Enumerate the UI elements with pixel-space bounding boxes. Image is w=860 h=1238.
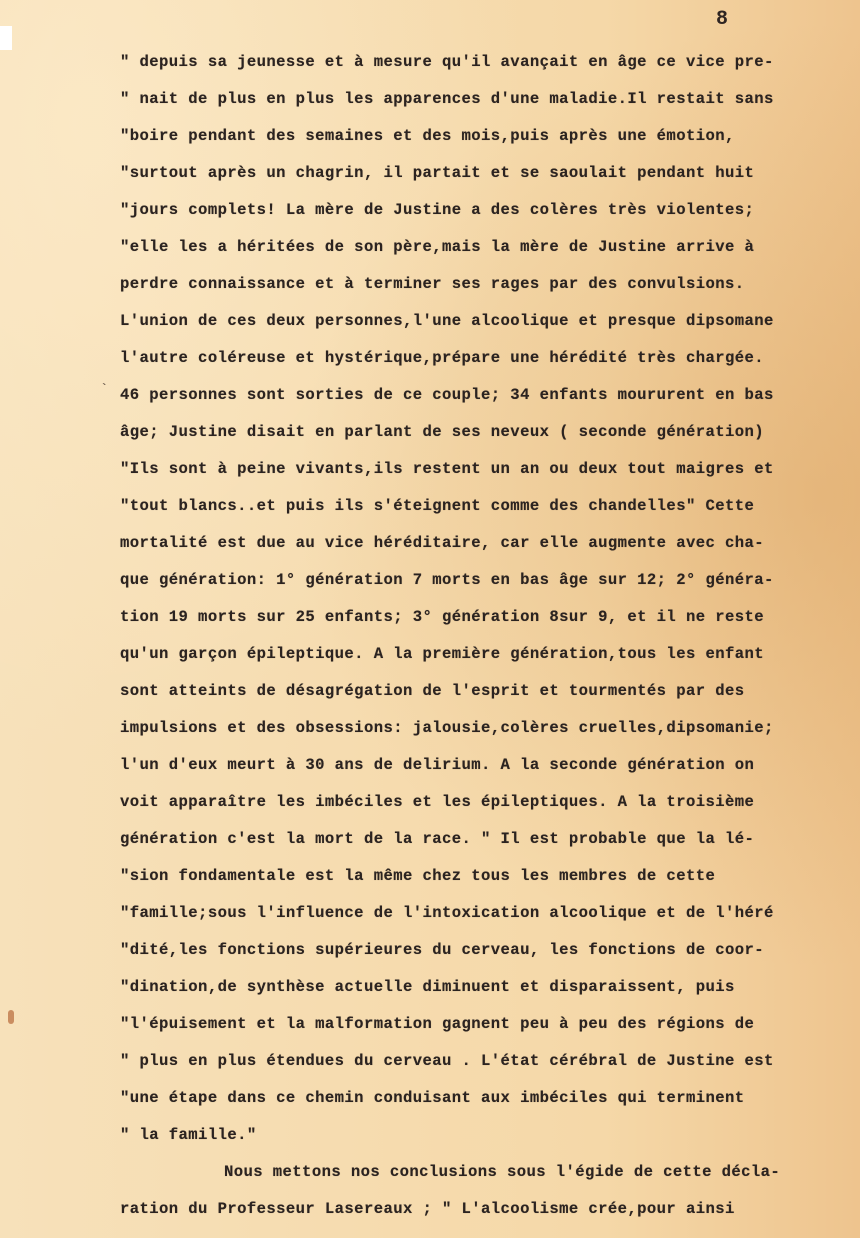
text-line: "sion fondamentale est la même chez tous les membres de cette xyxy=(120,867,716,885)
text-line: impulsions et des obsessions: jalousie,colères cruelles,dipsomanie; xyxy=(120,719,774,737)
text-line: "l'épuisement et la malformation gagnent peu à peu des régions de xyxy=(120,1015,755,1033)
text-line: L'union de ces deux personnes,l'une alcoolique et presque dipsomane xyxy=(120,312,774,330)
text-line: "tout blancs..et puis ils s'éteignent comme des chandelles" Cette xyxy=(120,497,755,515)
text-line: "Ils sont à peine vivants,ils restent un an ou deux tout maigres et xyxy=(120,460,774,478)
text-line: tion 19 morts sur 25 enfants; 3° génération 8sur 9, et il ne reste xyxy=(120,608,765,626)
text-line: "dité,les fonctions supérieures du cerveau, les fonctions de coor- xyxy=(120,941,765,959)
text-line: " plus en plus étendues du cerveau . L'état cérébral de Justine est xyxy=(120,1052,774,1070)
text-line: âge; Justine disait en parlant de ses neveux ( seconde génération) xyxy=(120,423,765,441)
text-line: " la famille." xyxy=(120,1126,257,1144)
text-line: " nait de plus en plus les apparences d'une maladie.Il restait sans xyxy=(120,90,774,108)
text-line: "famille;sous l'influence de l'intoxication alcoolique et de l'héré xyxy=(120,904,774,922)
text-line: sont atteints de désagrégation de l'esprit et tourmentés par des xyxy=(120,682,745,700)
text-line: voit apparaître les imbéciles et les épileptiques. A la troisième xyxy=(120,793,755,811)
text-line: perdre connaissance et à terminer ses rages par des convulsions. xyxy=(120,275,745,293)
text-line: "surtout après un chagrin, il partait et se saoulait pendant huit xyxy=(120,164,755,182)
text-line: ration du Professeur Lasereaux ; " L'alcoolisme crée,pour ainsi xyxy=(120,1200,735,1218)
text-line: " depuis sa jeunesse et à mesure qu'il avançait en âge ce vice pre- xyxy=(120,53,774,71)
text-line: l'autre coléreuse et hystérique,prépare une hérédité très chargée. xyxy=(120,349,765,367)
page-number: 8 xyxy=(716,8,730,31)
text-line: "jours complets! La mère de Justine a des colères très violentes; xyxy=(120,201,755,219)
scan-edge-mark xyxy=(0,26,12,50)
text-line: qu'un garçon épileptique. A la première génération,tous les enfant xyxy=(120,645,765,663)
text-line: mortalité est due au vice héréditaire, car elle augmente avec cha- xyxy=(120,534,765,552)
text-line: "boire pendant des semaines et des mois,puis après une émotion, xyxy=(120,127,735,145)
text-line: génération c'est la mort de la race. " Il est probable que la lé- xyxy=(120,830,755,848)
text-line: l'un d'eux meurt à 30 ans de delirium. A la seconde génération on xyxy=(120,756,755,774)
typed-text-block xyxy=(120,48,860,1232)
text-line: "elle les a héritées de son père,mais la mère de Justine arrive à xyxy=(120,238,755,256)
text-line: que génération: 1° génération 7 morts en bas âge sur 12; 2° généra- xyxy=(120,571,774,589)
margin-mark: ` xyxy=(100,382,109,398)
text-line: "une étape dans ce chemin conduisant aux imbéciles qui terminent xyxy=(120,1089,745,1107)
text-line: 46 personnes sont sorties de ce couple; 34 enfants moururent en bas xyxy=(120,386,774,404)
text-line: "dination,de synthèse actuelle diminuent et disparaissent, puis xyxy=(120,978,735,996)
paragraph-first-line: Nous mettons nos conclusions sous l'égide de cette décla- xyxy=(224,1163,781,1181)
paper-stain xyxy=(8,1010,14,1024)
